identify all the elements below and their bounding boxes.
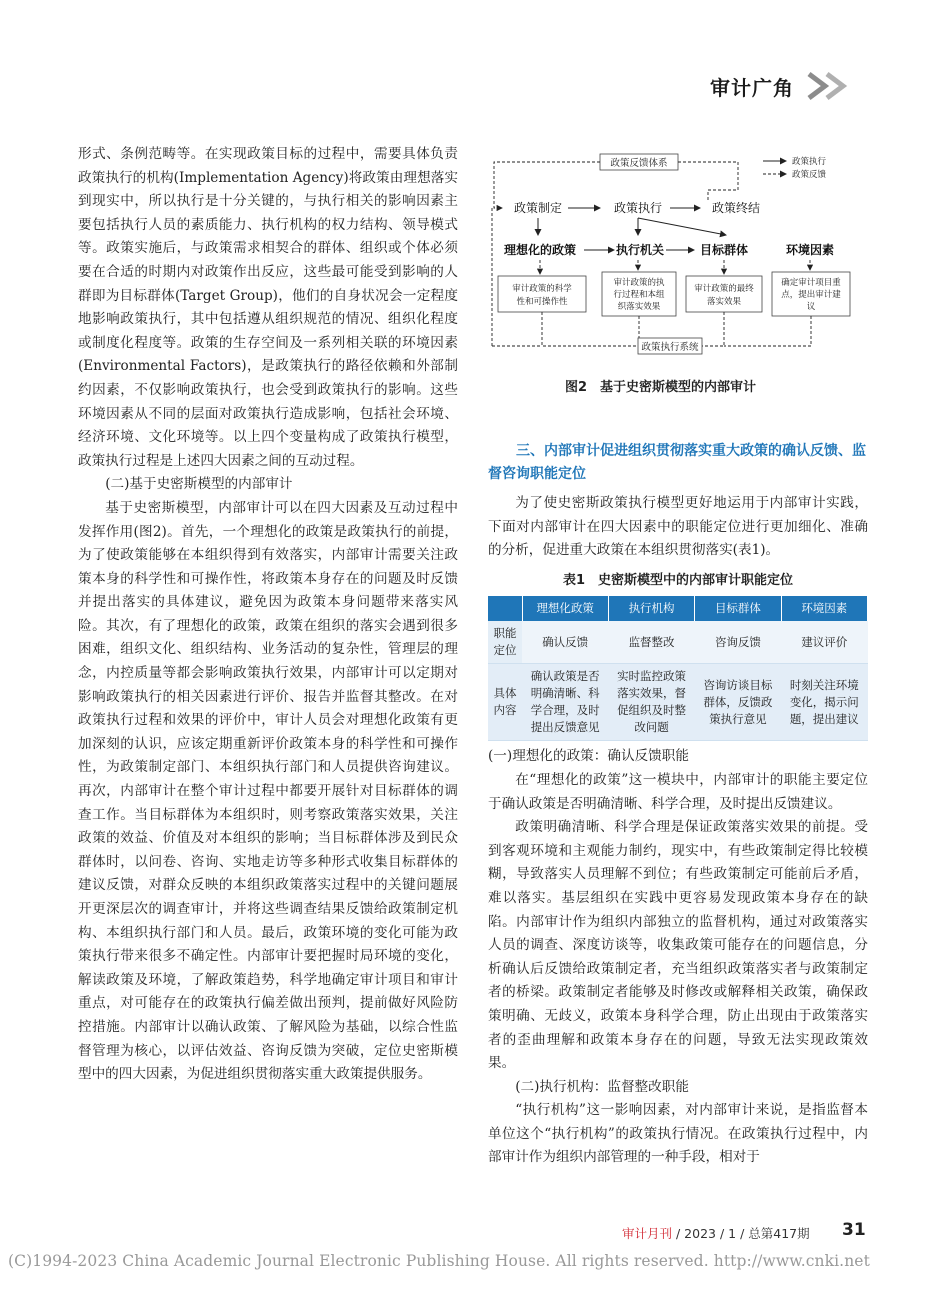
box3-line1: 审计政策的最终 xyxy=(694,284,754,294)
factor-target: 目标群体 xyxy=(699,243,749,257)
table-header-cell: 环境因素 xyxy=(781,596,867,621)
table-header-cell: 目标群体 xyxy=(695,596,781,621)
table-header-cell: 执行机构 xyxy=(608,596,694,621)
page-number: 31 xyxy=(842,1220,866,1240)
table-cell: 时刻关注环境变化，揭示问题，提出建议 xyxy=(781,664,867,741)
table-row xyxy=(488,664,868,741)
table-cell: 建议评价 xyxy=(781,621,867,664)
subheading: (二)基于史密斯模型的内部审计 xyxy=(105,476,293,493)
table-cell: 实时监控政策落实效果，督促组织及时整改问题 xyxy=(608,664,694,741)
table-caption: 表1 史密斯模型中的内部审计职能定位 xyxy=(562,572,794,588)
section-heading: 三、内部审计促进组织贯彻落实重大政策的确认反馈、监督咨询职能定位 xyxy=(488,443,866,482)
table-cell: 确认政策是否明确清晰、科学合理，及时提出反馈意见 xyxy=(522,664,608,741)
box1-line2: 性和可操作性 xyxy=(516,297,568,307)
node-end: 政策终结 xyxy=(711,201,761,215)
legend-exec: 政策执行 xyxy=(792,157,827,167)
row-label: 职能定位 xyxy=(488,621,522,664)
box4-line3: 议 xyxy=(806,302,816,312)
paragraph: 政策明确清晰、科学合理是保证政策落实效果的前提。受到客观环境和主观能力制约，现实中，有些政策制定得比较模糊，导致落实人员理解不到位；有些政策制定可能前后矛盾，难以落实。基层组织在实践中更容易发现政策本身存在的缺陷。内部审计作为组织内部独立的监督机构，通过对政策落实人员的调查、深度访谈等，收集政策可能存在的问题信息，分析确认后反馈给政策制定者，充当组织政策落实者与政策制定者的桥梁。政策制定者能够及时修改或解释相关政策，确保政策明确、无歧义，政策本身科学合理，防止出现由于政策落实者的歪曲理解和政策本身存在的问题，导致无法实现政策效果。 xyxy=(488,819,868,1072)
copyright-notice: (C)1994-2023 China Academic Journal Electronic Publishing House. All rights reserved. http://www.cnki.net xyxy=(8,1252,870,1270)
factor-ideal: 理想化的政策 xyxy=(503,243,577,257)
subheading: (一)理想化的政策：确认反馈职能 xyxy=(488,748,689,765)
box3-line2: 落实效果 xyxy=(706,297,742,307)
table-header-cell xyxy=(488,596,522,621)
box2-line1: 审计政策的执 xyxy=(613,278,665,288)
paragraph: 为了使史密斯政策执行模型更好地运用于内部审计实践，下面对内部审计在四大因素中的职能定位进行更加细化、准确的分析，促进重大政策在本组织贯彻落实(表1)。 xyxy=(488,495,868,559)
chevron-right-icon xyxy=(805,70,857,102)
execution-system-label: 政策执行系统 xyxy=(641,342,699,353)
box4-line2: 点，提出审计建 xyxy=(781,290,841,300)
journal-name: 审计月刊 xyxy=(622,1226,673,1241)
feedback-system-label: 政策反馈体系 xyxy=(610,158,668,169)
table-header-row xyxy=(488,596,868,621)
node-execute: 政策执行 xyxy=(613,201,663,215)
section-title: 审计广角 xyxy=(710,76,794,100)
paragraph: 在“理想化的政策”这一模块中，内部审计的职能主要定位于确认政策是否明确清晰、科学合理，及时提出反馈建议。 xyxy=(488,771,868,812)
legend-feedback: 政策反馈 xyxy=(792,170,827,180)
paragraph: “执行机构”这一影响因素，对内部审计来说，是指监督本单位这个“执行机构”的政策执行情况。在政策执行过程中，内部审计作为组织内部管理的一种手段，相对于 xyxy=(488,1102,868,1166)
table-cell: 咨询访谈目标群体，反馈政策执行意见 xyxy=(695,664,781,741)
table-row xyxy=(488,621,868,664)
box4-line1: 确定审计项目重 xyxy=(781,278,841,288)
right-column xyxy=(488,440,868,1170)
table-cell: 咨询反馈 xyxy=(695,621,781,664)
issue-info: / 2023 / 1 / 总第417期 xyxy=(672,1226,810,1241)
row-label: 具体内容 xyxy=(488,664,522,741)
paragraph: 形式、条例范畴等。在实现政策目标的过程中，需要具体负责政策执行的机构(Implementation Agency)将政策由理想落实到现实中，所以执行是十分关键的，与执行相关的影响因素主要包括执行人员的素质能力、执行机构的权力结构、领导模式等。政策实施后，与政策需求相契合的群体、组织或个体必须要在合适的时期内对政策作出反应，这些最可能受到影响的人群即为目标群体(Target Group)，他们的自身状况会一定程度地影响政策执行，其中包括遵从组织规范的情况、组织化程度或制度化程度等。政策的生存空间及一系列相关联的环境因素(Environmental Factors)，是政策执行的路径依赖和外部制约因素，不仅影响政策执行，也会受到政策执行的影响。这些环境因素从不同的层面对政策执行造成影响，包括社会环境、经济环境、文化环境等。以上四个变量构成了政策执行模型，政策执行过程是上述四大因素之间的互动过程。 xyxy=(78,146,458,469)
footer-journal xyxy=(622,1224,810,1242)
left-column xyxy=(78,143,458,1087)
factor-env: 环境因素 xyxy=(785,243,835,257)
paragraph: 基于史密斯模型，内部审计可以在四大因素及互动过程中发挥作用(图2)。首先，一个理想化的政策是政策执行的前提，为了使政策能够在本组织得到有效落实，内部审计需要关注政策本身的科学性和可操作性，将政策本身存在的问题及时反馈并提出落实的具体建议，避免因为政策本身问题带来落实风险。其次，有了理想化的政策，政策在组织的落实会遇到很多困难，组织文化、组织结构、业务活动的复杂性，管理层的理念，内控质量等都会影响政策执行效果，内部审计可以定期对影响政策执行的相关因素进行评价、报告并监督其整改。在对政策执行过程和效果的评价中，审计人员会对理想化政策有更加深刻的认识，应该定期重新评价政策本身的科学性和可操作性，为政策制定部门、本组织执行部门和人员提供咨询建议。再次，内部审计在整个审计过程中都要开展针对目标群体的调查工作。当目标群体为本组织时，则考察政策落实效果，关注政策的效益、价值及对本组织的影响；当目标群体涉及到民众群体时，以问卷、咨询、实地走访等多种形式收集目标群体的建议反馈，对群众反映的本组织政策落实过程中的关键问题展开更深层次的调查审计，并将这些调查结果反馈给政策制定机构、本组织执行部门和人员。最后，政策环境的变化可能为政策执行带来很多不确定性。内部审计要把握时局环境的变化，解读政策及环境，了解政策趋势，科学地确定审计项目和审计重点，对可能存在的政策执行偏差做出预判，提前做好风险防控措施。内部审计以确认政策、了解风险为基础，以综合性监督管理为核心，以评估效益、咨询反馈为突破，定位史密斯模型中的四大因素，为促进组织贯彻落实重大政策提供服务。 xyxy=(78,499,458,1083)
box1-line1: 审计政策的科学 xyxy=(512,284,572,294)
node-formulate: 政策制定 xyxy=(513,201,563,215)
figure-2-diagram xyxy=(488,150,870,365)
table-header-cell: 理想化政策 xyxy=(522,596,608,621)
factor-agency: 执行机关 xyxy=(615,243,665,257)
table-1 xyxy=(488,596,868,741)
box2-line2: 行过程和本组 xyxy=(613,290,665,300)
subheading: (二)执行机构：监督整改职能 xyxy=(515,1078,689,1095)
table-cell: 监督整改 xyxy=(608,621,694,664)
table-cell: 确认反馈 xyxy=(522,621,608,664)
box2-line3: 织落实效果 xyxy=(617,302,661,312)
figure-caption: 图2 基于史密斯模型的内部审计 xyxy=(565,380,757,395)
